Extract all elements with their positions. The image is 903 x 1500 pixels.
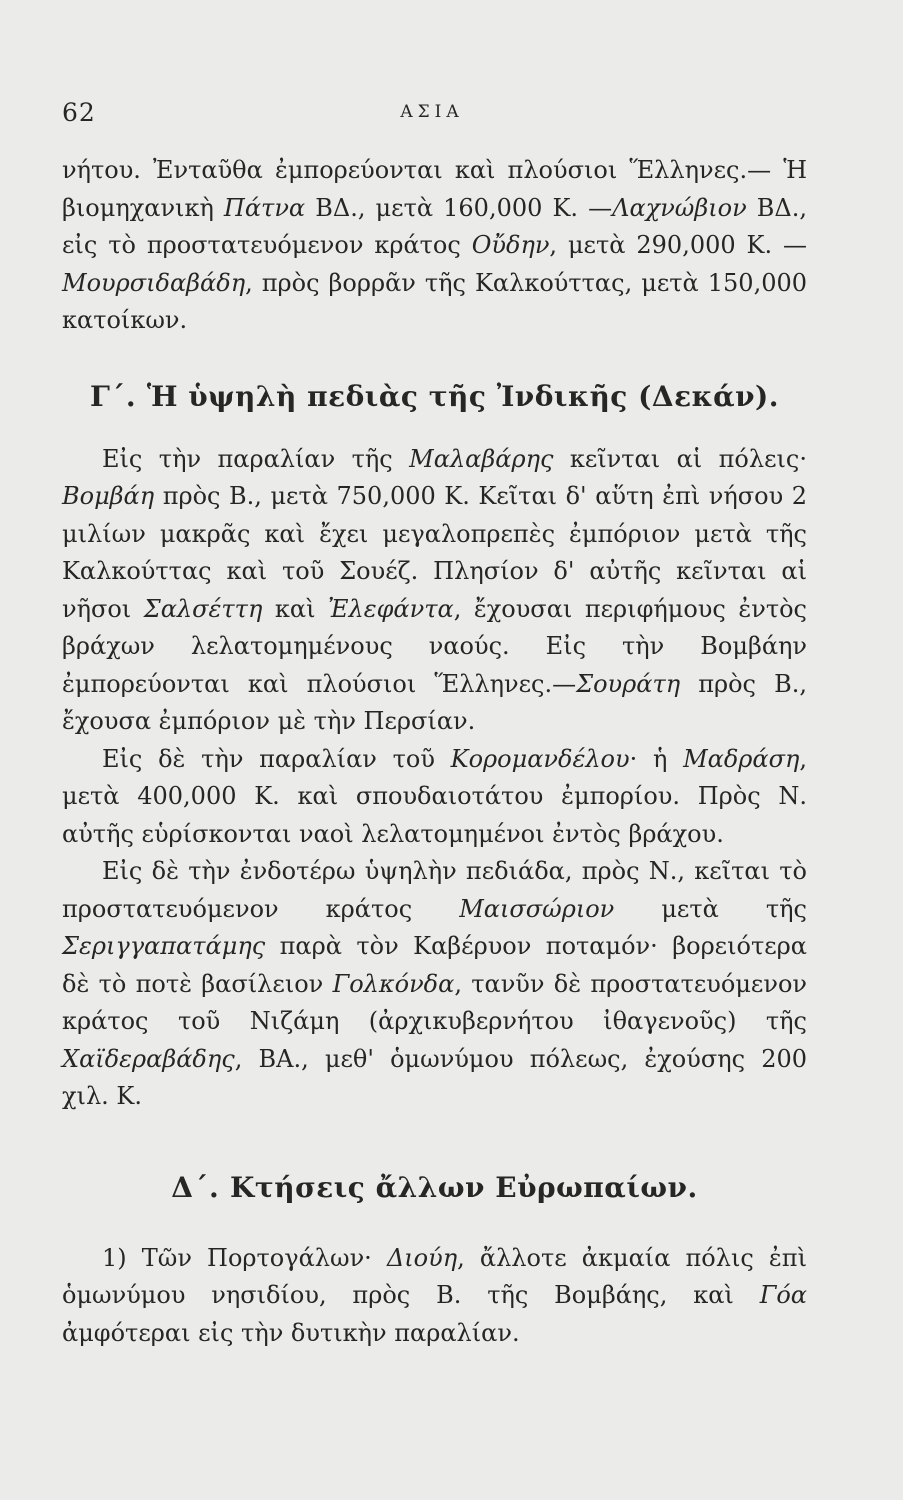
text-run: ΒΔ., εἰς τὸ προστατευόμενον κράτος	[62, 193, 807, 259]
place-name: Σαλσέττη	[143, 594, 263, 623]
section-title-text: Κτήσεις ἄλλων Εὐρωπαίων.	[230, 1170, 698, 1204]
text-run: , τανῦν δὲ προστατευόμενον κράτος τοῦ Νιζάμη (ἀρχικυβερνήτου ἰθαγενοῦς) τῆς	[62, 969, 807, 1035]
text-run: · ἡ	[629, 744, 684, 773]
place-name: Κορομανδέλου	[450, 744, 630, 773]
section-letter: Γ΄.	[89, 379, 137, 413]
text-run: , ἔχουσαι περιφήμους ἐντὸς βράχων λελατομημένους ναούς. Εἰς τὴν Βομβάην ἐμπορεύονται καὶ πλούσιοι Ἕλληνες.—	[62, 594, 807, 698]
paragraph-3	[62, 741, 807, 854]
page-number: 62	[62, 98, 96, 127]
text-run: , πρὸς βορρᾶν τῆς Καλκούττας, μετὰ 150,000 κατοίκων.	[62, 268, 807, 334]
place-name: Διούη	[386, 1243, 458, 1272]
text-run: κεῖνται αἱ πόλεις·	[553, 444, 807, 473]
paragraph-4	[62, 853, 807, 1116]
place-name: Γολκόνδα	[332, 969, 455, 998]
place-name: Μουρσιδαβάδη	[62, 268, 246, 297]
text-run: πρὸς Β., μετὰ 750,000 Κ. Κεῖται δ' αὕτη ἐπὶ νήσου 2 μιλίων μακρᾶς καὶ ἔχει μεγαλοπρεπὲς ἐμπόριον μετὰ τῆς Καλκούττας καὶ τοῦ Σουέζ. Πλησίον δ' αὐτῆς κεῖνται αἱ νῆσοι	[62, 482, 807, 623]
text-run: 1) Τῶν Πορτογάλων·	[102, 1243, 387, 1272]
page-header	[62, 98, 802, 130]
text-run: παρὰ τὸν Καβέρυον ποταμόν· βορειότερα δὲ τὸ ποτὲ βασίλειον	[62, 932, 807, 998]
place-name: Βομβάη	[62, 482, 155, 510]
text-run: ΒΔ., μετὰ 160,000 Κ. —	[305, 193, 613, 222]
place-name: Σεριγγαπατάμης	[62, 932, 266, 960]
text-run: , ἄλλοτε ἀκμαία πόλις ἐπὶ ὁμωνύμου νησιδίου, πρὸς Β. τῆς Βομβάης, καὶ	[62, 1243, 807, 1309]
paragraph-2	[62, 441, 807, 741]
section-heading-g	[62, 380, 807, 413]
running-head: ΑΣΙΑ	[400, 102, 464, 122]
section-letter: Δ΄.	[171, 1170, 220, 1204]
paragraph-1	[62, 152, 807, 340]
place-name: Μαισσώριον	[459, 894, 615, 923]
text-run: ἀμφότεραι εἰς τὴν δυτικὴν παραλίαν.	[62, 1318, 520, 1347]
text-run: νήτου. Ἐνταῦθα ἐμπορεύονται καὶ πλούσιοι Ἕλληνες.— Ἡ βιομηχανικὴ	[62, 156, 807, 222]
text-run: Εἰς δὲ τὴν παραλίαν τοῦ	[102, 744, 451, 773]
place-name: Πάτνα	[223, 193, 306, 222]
place-name: Οὔδην	[471, 231, 550, 259]
text-run: Εἰς δὲ τὴν ἐνδοτέρω ὑψηλὴν πεδιάδα, πρὸς Ν., κεῖται τὸ προστατευόμενον κράτος	[62, 857, 807, 923]
text-run: , ΒΑ., μεθ' ὁμωνύμου πόλεως, ἐχούσης 200 χιλ. Κ.	[62, 1044, 807, 1110]
text-run: Εἰς τὴν παραλίαν τῆς	[102, 444, 410, 473]
text-run: καὶ	[262, 594, 329, 623]
place-name: Λαχνώβιον	[612, 193, 747, 222]
place-name: Σουράτη	[576, 669, 681, 698]
text-run: , μετὰ 400,000 Κ. καὶ σπουδαιοτάτου ἐμπορίου. Πρὸς Ν. αὐτῆς εὑρίσκονται ναοὶ λελατομημένοι ἐντὸς βράχου.	[62, 744, 808, 848]
text-run: μετὰ τῆς	[614, 894, 807, 923]
place-name: Ἐλεφάντα	[328, 594, 454, 623]
text-run: , μετὰ 290,000 Κ. —	[549, 231, 807, 259]
section-title-text: Ἡ ὑψηλὴ πεδιὰς τῆς Ἰνδικῆς (Δεκάν).	[146, 379, 780, 413]
place-name: Μαλαβάρης	[409, 444, 554, 473]
text-run: πρὸς Β., ἔχουσα ἐμπόριον μὲ τὴν Περσίαν.	[62, 669, 807, 735]
paragraph-5	[62, 1240, 807, 1353]
place-name: Μαδράση	[683, 744, 800, 773]
section-heading-d	[62, 1171, 807, 1204]
place-name: Χαϊδεραβάδης	[62, 1044, 235, 1073]
place-name: Γόα	[759, 1281, 807, 1309]
body-text	[62, 152, 807, 1352]
